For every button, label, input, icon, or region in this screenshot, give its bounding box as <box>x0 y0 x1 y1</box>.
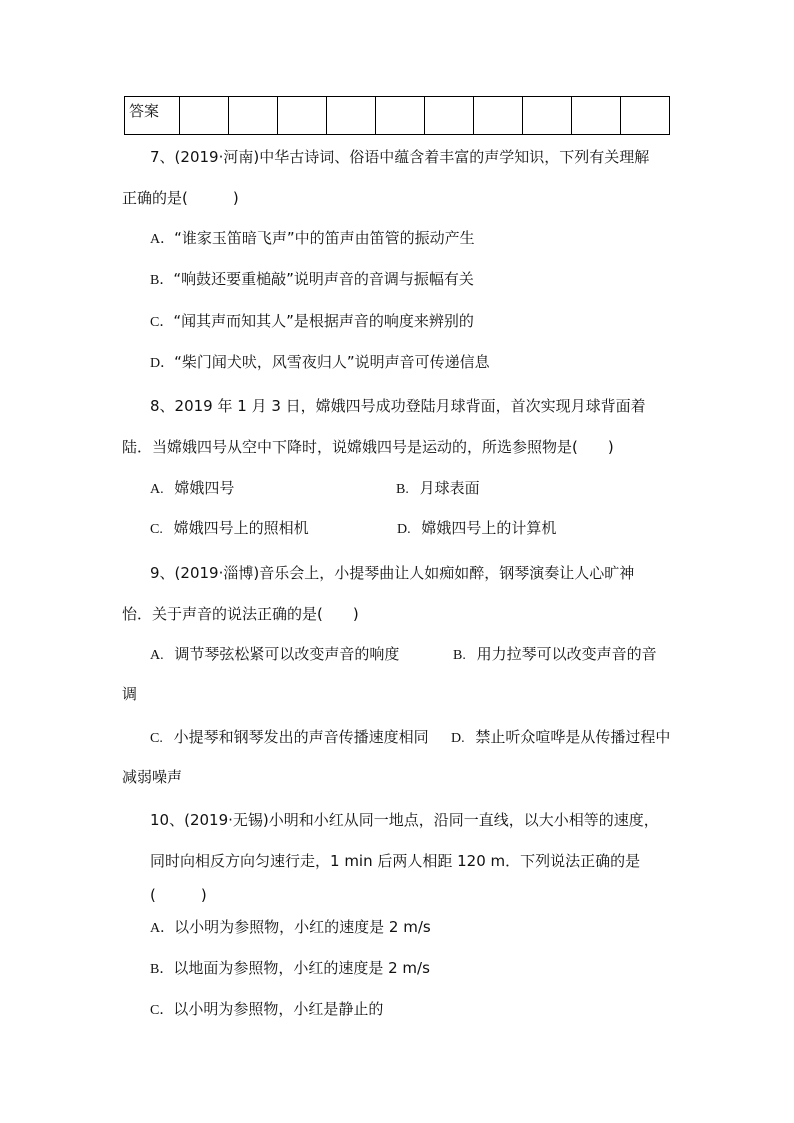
question-9-option-b-wrap: 调 <box>122 685 138 703</box>
option-letter: B. <box>396 482 409 497</box>
option-text: 小提琴和钢琴发出的声音传播速度相同 <box>173 728 429 746</box>
option-letter: D. <box>451 731 465 746</box>
question-7-option-a[interactable] <box>150 228 475 250</box>
option-text: 嫦娥四号上的照相机 <box>173 519 309 537</box>
option-text: 以地面为参照物，小红的速度是 2 m/s <box>173 959 430 977</box>
option-letter: D. <box>397 522 411 537</box>
option-text: 以小明为参照物，小红是静止的 <box>173 1000 384 1018</box>
question-9-line-2: 怡．关于声音的说法正确的是( ) <box>122 605 359 623</box>
option-letter: C． <box>150 315 174 330</box>
option-letter: D． <box>150 356 175 371</box>
question-10-line-3: ( ) <box>150 886 207 904</box>
option-text: 禁止听众喧哗是从传播过程中 <box>475 728 671 746</box>
option-text: 用力拉琴可以改变声音的音 <box>476 645 657 663</box>
option-text: “响鼓还要重槌敲”说明声音的音调与振幅有关 <box>173 270 474 288</box>
question-9-option-b[interactable] <box>453 644 657 666</box>
option-letter: A． <box>150 921 175 936</box>
option-text: 嫦娥四号 <box>174 479 235 497</box>
question-10-option-c[interactable] <box>150 999 383 1021</box>
answer-cell[interactable] <box>180 97 229 135</box>
answer-table <box>124 96 670 135</box>
question-7-line-2: 正确的是( ) <box>122 189 239 207</box>
question-9-line-1: 9、(2019·淄博)音乐会上，小提琴曲让人如痴如醉，钢琴演奏让人心旷神 <box>150 564 635 582</box>
question-10-line-1: 10、(2019·无锡)小明和小红从同一地点，沿同一直线，以大小相等的速度， <box>150 811 659 829</box>
option-letter: C． <box>150 1003 174 1018</box>
option-text: 嫦娥四号上的计算机 <box>421 519 557 537</box>
question-7-option-b[interactable] <box>150 269 474 291</box>
answer-cell[interactable] <box>572 97 621 135</box>
option-text: 月球表面 <box>419 479 480 497</box>
option-letter: C. <box>150 731 163 746</box>
question-8-line-1: 8、2019 年 1 月 3 日，嫦娥四号成功登陆月球背面，首次实现月球背面着 <box>150 397 646 415</box>
answer-cell[interactable] <box>425 97 474 135</box>
question-7-option-c[interactable] <box>150 311 474 333</box>
question-8-option-a[interactable] <box>150 478 234 500</box>
option-letter: B． <box>150 273 174 288</box>
option-letter: B. <box>453 648 466 663</box>
answer-cell[interactable] <box>523 97 572 135</box>
option-letter: C. <box>150 522 163 537</box>
option-text: “谁家玉笛暗飞声”中的笛声由笛管的振动产生 <box>174 229 475 247</box>
question-9-option-d-wrap: 减弱噪声 <box>122 768 183 786</box>
option-letter: A. <box>150 648 164 663</box>
answer-cell[interactable] <box>327 97 376 135</box>
question-9-option-d[interactable] <box>451 727 670 749</box>
answer-label-cell: 答案 <box>125 97 180 135</box>
answer-table-row <box>125 97 670 135</box>
question-10-option-b[interactable] <box>150 958 430 980</box>
option-text: “闻其声而知其人”是根据声音的响度来辨别的 <box>173 312 474 330</box>
option-text: 调节琴弦松紧可以改变声音的响度 <box>174 645 400 663</box>
question-8-line-2: 陆．当嫦娥四号从空中下降时，说嫦娥四号是运动的，所选参照物是( ) <box>122 438 614 456</box>
option-letter: A． <box>150 232 175 247</box>
answer-cell[interactable] <box>229 97 278 135</box>
question-10-line-2: 同时向相反方向匀速行走，1 min 后两人相距 120 m．下列说法正确的是 <box>150 852 641 870</box>
answer-cell[interactable] <box>621 97 670 135</box>
question-10-option-a[interactable] <box>150 917 431 939</box>
option-text: “柴门闻犬吠，风雪夜归人”说明声音可传递信息 <box>174 353 490 371</box>
question-8-option-b[interactable] <box>396 478 480 500</box>
question-8-option-c[interactable] <box>150 518 309 540</box>
answer-cell[interactable] <box>278 97 327 135</box>
answer-cell[interactable] <box>474 97 523 135</box>
option-text: 以小明为参照物，小红的速度是 2 m/s <box>174 918 431 936</box>
answer-cell[interactable] <box>376 97 425 135</box>
option-letter: A. <box>150 482 164 497</box>
question-7-option-d[interactable] <box>150 352 490 374</box>
question-7-line-1: 7、(2019·河南)中华古诗词、俗语中蕴含着丰富的声学知识，下列有关理解 <box>150 148 650 166</box>
option-letter: B． <box>150 962 174 977</box>
question-9-option-c[interactable] <box>150 727 429 749</box>
question-8-option-d[interactable] <box>397 518 556 540</box>
question-9-option-a[interactable] <box>150 644 399 666</box>
